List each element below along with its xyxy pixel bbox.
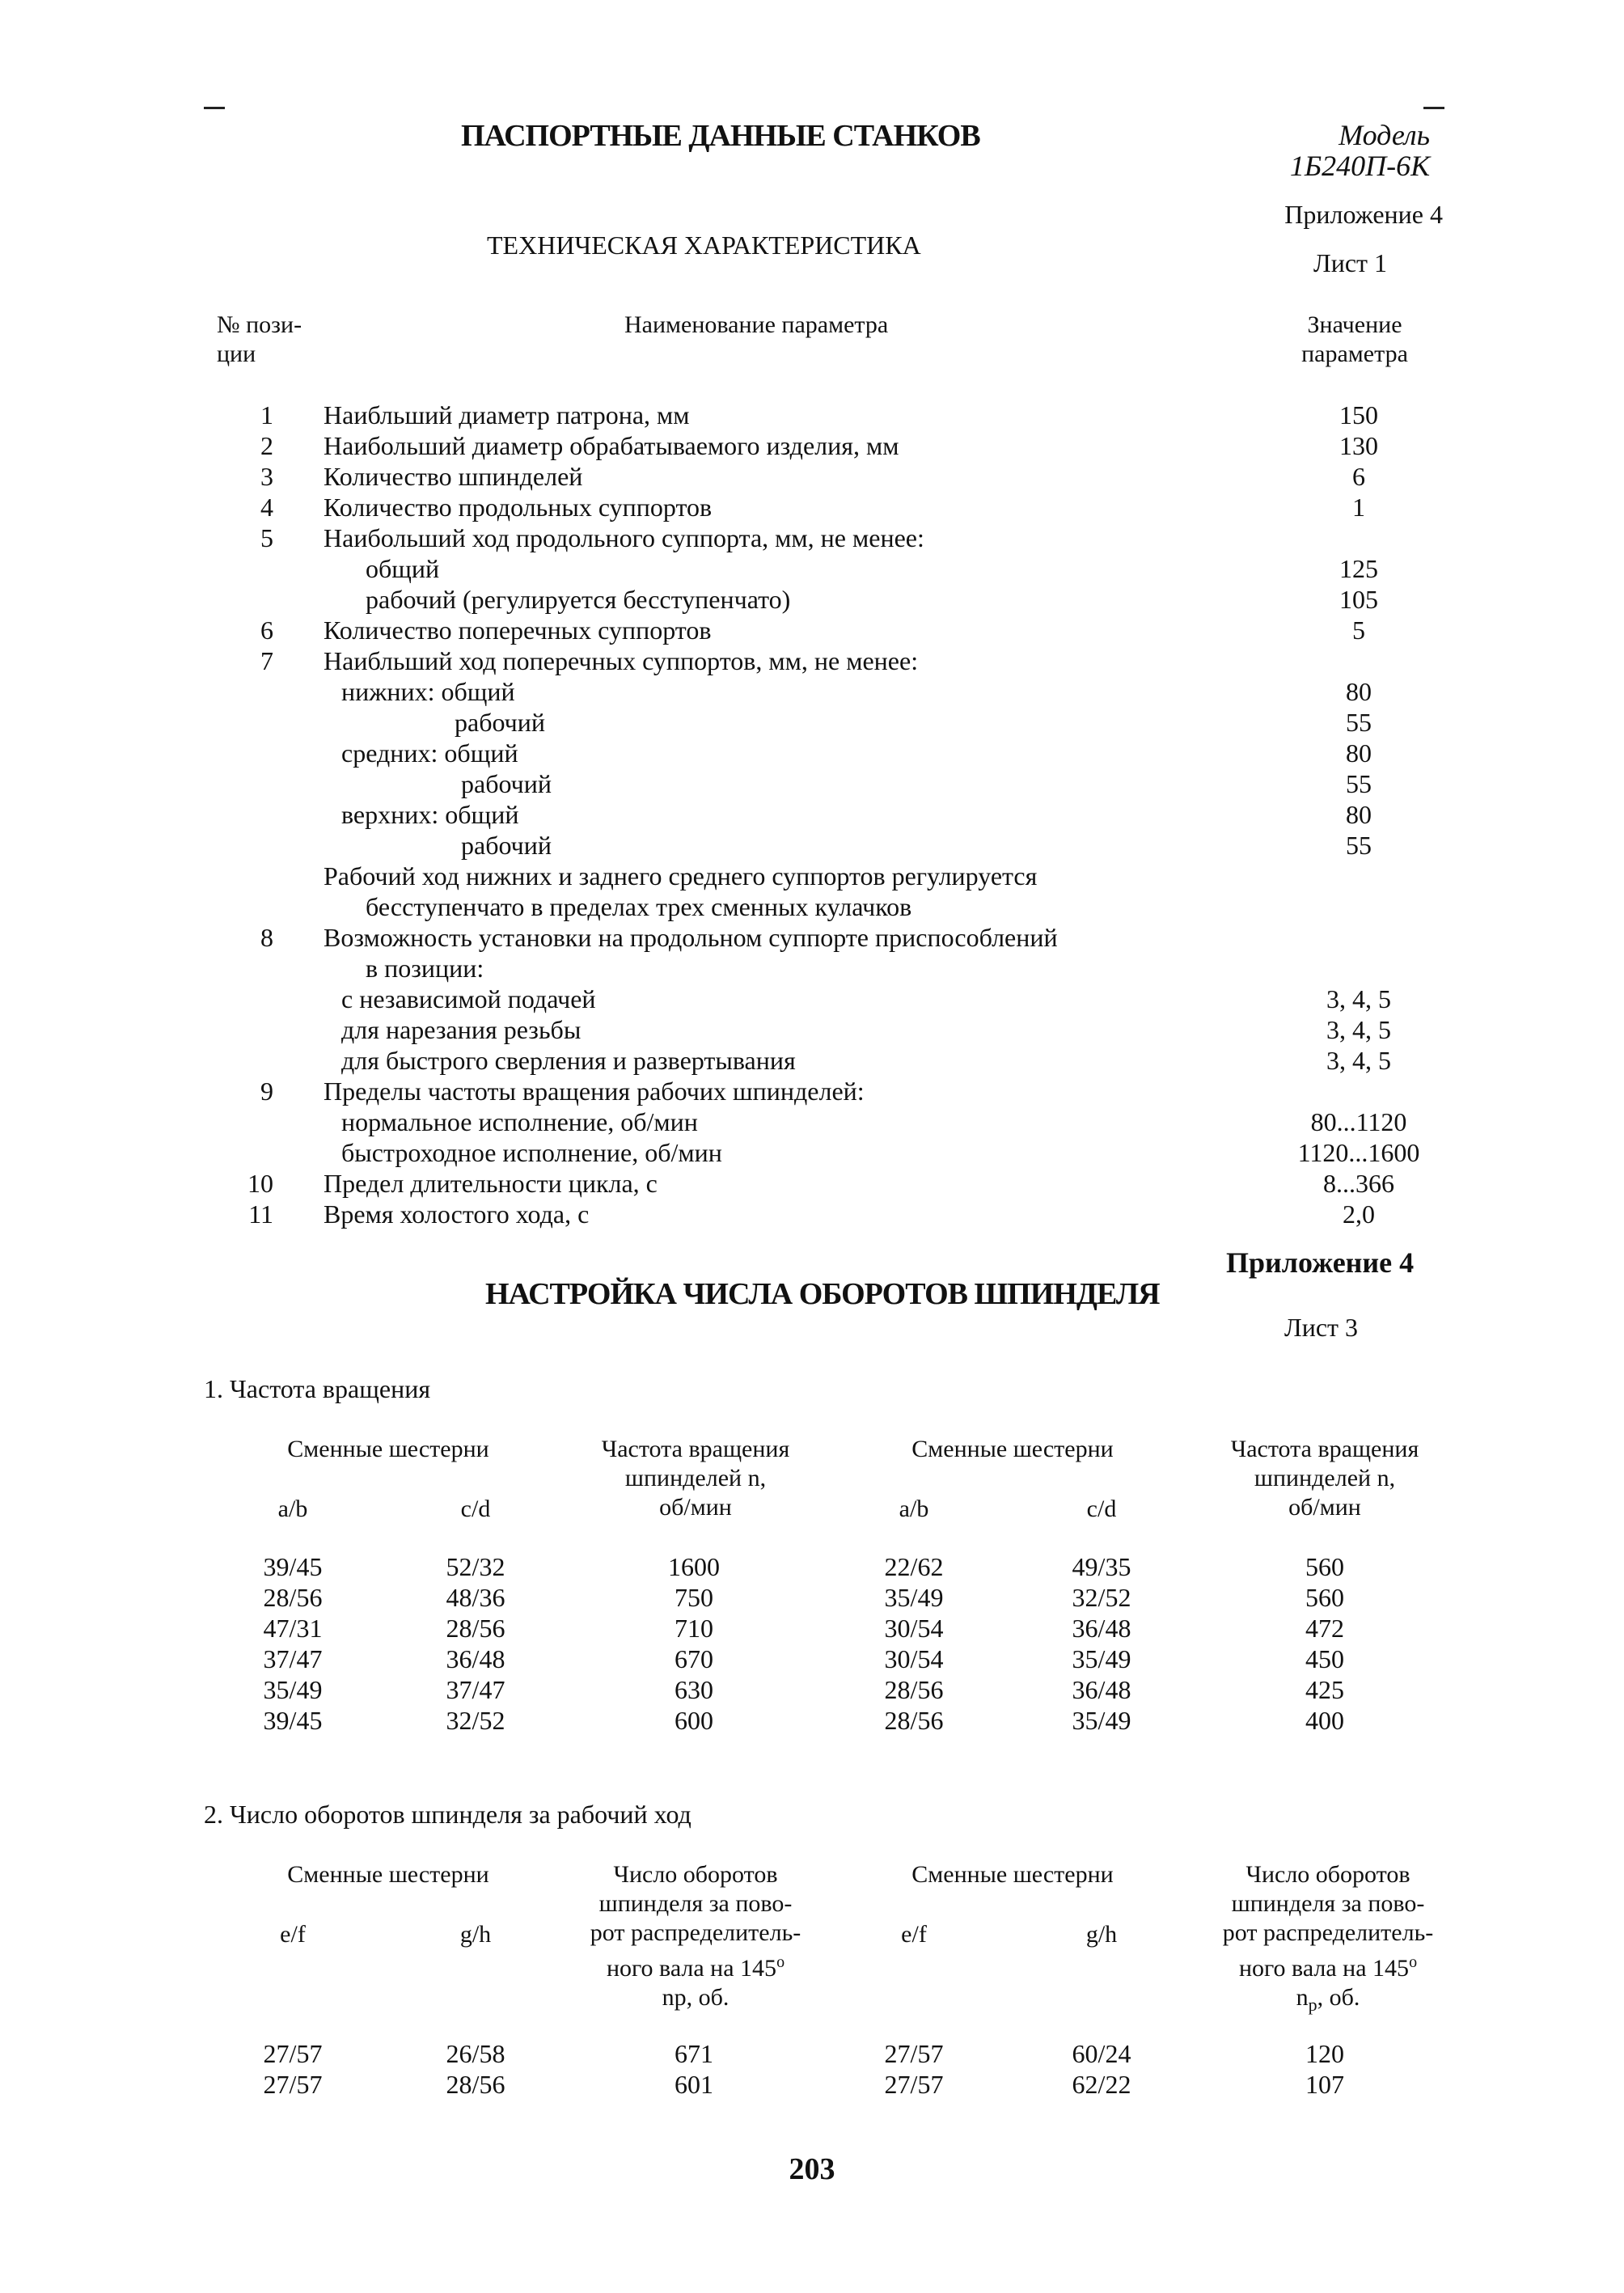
freq-gears-label-right: Сменные шестерни <box>911 1436 1114 1462</box>
spec-text: рабочий <box>461 769 552 798</box>
spec-text: Количество шпинделей <box>324 462 583 491</box>
rev-label-right-4-text: ного вала на 145 <box>1238 1955 1410 1982</box>
freq-label-left <box>566 1435 825 1522</box>
freq-cell: 28/56 <box>263 1583 323 1612</box>
freq-cell: 22/62 <box>884 1552 944 1581</box>
rev-label-left-5: np, об. <box>662 1984 730 2011</box>
rev-label-left-2: шпинделя за пово- <box>598 1890 793 1917</box>
spec-value: 105 <box>1339 585 1378 614</box>
freq-cell: 35/49 <box>1072 1644 1131 1673</box>
spec-value: 3, 4, 5 <box>1326 1046 1391 1075</box>
spec-value: 80 <box>1346 800 1372 829</box>
col-pos-line1: № пози- <box>217 311 302 338</box>
rev-cell: 107 <box>1305 2070 1344 2099</box>
rev-label-right-2: шпинделя за пово- <box>1231 1890 1425 1917</box>
freq-label-left-1: Частота вращения <box>601 1436 790 1462</box>
spec-row <box>0 615 1624 645</box>
col-gh-left: g/h <box>459 1921 492 1948</box>
freq-cell: 47/31 <box>263 1614 323 1643</box>
spec-text: Рабочий ход нижних и заднего среднего суппортов регулируется <box>324 861 1038 891</box>
spec-row <box>0 1137 1624 1168</box>
spec-num: 6 <box>260 616 273 645</box>
rev-label-left <box>558 1860 833 2012</box>
spec-value: 1 <box>1352 493 1365 522</box>
freq-cell: 400 <box>1305 1706 1344 1735</box>
freq-row <box>0 1582 1624 1613</box>
col-cd-right: c/d <box>1086 1496 1117 1522</box>
rev-cell: 27/57 <box>263 2039 323 2068</box>
rev-cell: 26/58 <box>446 2039 505 2068</box>
spec-text: Наибльший ход поперечных суппортов, мм, не менее: <box>324 646 919 675</box>
rev-np-sub: p <box>1308 1995 1317 2015</box>
section2-sheet: Лист 3 <box>1284 1313 1359 1342</box>
freq-heading: 1. Частота вращения <box>204 1374 431 1403</box>
freq-label-right-1: Частота вращения <box>1230 1436 1419 1462</box>
freq-cell: 39/45 <box>263 1706 323 1735</box>
spec-text: нижних: общий <box>341 677 515 706</box>
rev-label-right <box>1174 1860 1482 2020</box>
spec-text: с независимой подачей <box>341 984 596 1013</box>
spec-text: рабочий (регулируется бесступенчато) <box>366 585 791 614</box>
spec-num: 8 <box>260 923 273 952</box>
spec-value: 3, 4, 5 <box>1326 984 1391 1013</box>
freq-row <box>0 1613 1624 1644</box>
rev-cell: 62/22 <box>1072 2070 1131 2099</box>
spec-value: 1120...1600 <box>1297 1138 1420 1167</box>
freq-row <box>0 1674 1624 1705</box>
spec-value: 130 <box>1339 431 1378 460</box>
spec-row <box>0 1199 1624 1229</box>
freq-cell: 450 <box>1305 1644 1344 1673</box>
freq-cell: 39/45 <box>263 1552 323 1581</box>
freq-cell: 32/52 <box>1072 1583 1131 1612</box>
spec-row <box>0 922 1624 953</box>
spec-value: 8...366 <box>1323 1169 1394 1198</box>
spec-row <box>0 1045 1624 1076</box>
col-name-header: Наименование параметра <box>624 311 889 338</box>
rev-np-n: n <box>1296 1984 1309 2011</box>
col-pos-line2: ции <box>217 341 256 367</box>
freq-cell: 52/32 <box>446 1552 505 1581</box>
spec-row <box>0 584 1624 615</box>
spec-row <box>0 953 1624 984</box>
spec-value: 80 <box>1346 677 1372 706</box>
rev-cell: 120 <box>1305 2039 1344 2068</box>
rev-gears-label-left: Сменные шестерни <box>287 1861 489 1888</box>
spec-text: Наибольший диаметр обрабатываемого изделия, мм <box>324 431 899 460</box>
spec-text: Наибольший ход продольного суппорта, мм, не менее: <box>324 523 924 552</box>
spec-value: 5 <box>1352 616 1365 645</box>
freq-cell: 600 <box>675 1706 713 1735</box>
rev-cell: 27/57 <box>884 2039 944 2068</box>
freq-label-left-2: шпинделей n, <box>624 1465 767 1491</box>
spec-text: Количество поперечных суппортов <box>324 616 712 645</box>
spec-row <box>0 738 1624 768</box>
sheet-label: Лист 1 <box>1313 248 1388 277</box>
spec-row <box>0 1106 1624 1137</box>
freq-cell: 37/47 <box>263 1644 323 1673</box>
spec-text: Количество продольных суппортов <box>324 493 713 522</box>
freq-cell: 560 <box>1305 1583 1344 1612</box>
rev-row <box>0 2038 1624 2069</box>
spec-num: 7 <box>260 646 273 675</box>
page-number: 203 <box>789 2152 835 2186</box>
col-value-line1: Значение <box>1307 311 1402 338</box>
freq-cell: 32/52 <box>446 1706 505 1735</box>
spec-text: в позиции: <box>366 954 484 983</box>
rev-cell: 60/24 <box>1072 2039 1131 2068</box>
spec-num: 9 <box>260 1077 273 1106</box>
rev-row <box>0 2069 1624 2100</box>
freq-cell: 1600 <box>668 1552 720 1581</box>
freq-label-right-2: шпинделей n, <box>1254 1465 1396 1491</box>
freq-cell: 670 <box>675 1644 713 1673</box>
degree-mark: o <box>1409 1953 1418 1971</box>
spec-text: Возможность установки на продольном суппорте приспособлений <box>324 923 1058 952</box>
freq-row <box>0 1644 1624 1674</box>
freq-cell: 560 <box>1305 1552 1344 1581</box>
rev-cell: 27/57 <box>263 2070 323 2099</box>
col-pos-header <box>217 311 302 369</box>
spec-text: Время холостого хода, с <box>324 1199 590 1229</box>
freq-cell: 48/36 <box>446 1583 505 1612</box>
spec-num: 5 <box>260 523 273 552</box>
freq-cell: 28/56 <box>884 1706 944 1735</box>
col-value-line2: параметра <box>1301 341 1408 367</box>
spec-value: 55 <box>1346 769 1372 798</box>
spec-text: для нарезания резьбы <box>341 1015 582 1044</box>
rev-label-left-3: рот распределитель- <box>590 1919 801 1946</box>
page-title: ПАСПОРТНЫЕ ДАННЫЕ СТАНКОВ <box>461 119 980 153</box>
spec-num: 4 <box>260 493 273 522</box>
spec-num: 3 <box>260 462 273 491</box>
rev-label-right-4 <box>1174 1948 1482 1983</box>
freq-cell: 425 <box>1305 1675 1344 1704</box>
freq-cell: 750 <box>675 1583 713 1612</box>
spec-row <box>0 676 1624 707</box>
rev-label-left-4 <box>558 1948 833 1983</box>
spec-row <box>0 430 1624 461</box>
freq-row <box>0 1705 1624 1736</box>
rev-cell: 28/56 <box>446 2070 505 2099</box>
section2-title: НАСТРОЙКА ЧИСЛА ОБОРОТОВ ШПИНДЕЛЯ <box>485 1277 1160 1311</box>
rev-np-tail: , об. <box>1317 1984 1360 2011</box>
spec-text: быстроходное исполнение, об/мин <box>341 1138 722 1167</box>
col-ef-left: e/f <box>280 1921 306 1948</box>
corner-mark-left <box>204 107 225 109</box>
col-ef-right: e/f <box>901 1921 927 1948</box>
freq-cell: 37/47 <box>446 1675 505 1704</box>
rev-cell: 671 <box>675 2039 713 2068</box>
rev-label-right-3: рот распределитель- <box>1222 1919 1434 1946</box>
freq-cell: 28/56 <box>446 1614 505 1643</box>
spec-text: верхних: общий <box>341 800 519 829</box>
spec-value: 80 <box>1346 738 1372 768</box>
freq-cell: 35/49 <box>263 1675 323 1704</box>
freq-cell: 30/54 <box>884 1644 944 1673</box>
spec-value: 3, 4, 5 <box>1326 1015 1391 1044</box>
rev-label-left-1: Число оборотов <box>613 1861 778 1888</box>
rev-label-right-1: Число оборотов <box>1245 1861 1410 1888</box>
freq-label-left-3: об/мин <box>659 1494 732 1521</box>
spec-row <box>0 461 1624 492</box>
spec-text: бесступенчато в пределах трех сменных кулачков <box>366 892 912 921</box>
spec-row <box>0 522 1624 553</box>
spec-num: 1 <box>260 400 273 429</box>
spec-text: для быстрого сверления и развертывания <box>341 1046 796 1075</box>
freq-cell: 36/48 <box>1072 1675 1131 1704</box>
appendix-label: Приложение 4 <box>1284 200 1443 229</box>
col-gh-right: g/h <box>1085 1921 1118 1948</box>
spec-text: нормальное исполнение, об/мин <box>341 1107 698 1136</box>
freq-cell: 28/56 <box>884 1675 944 1704</box>
freq-cell: 472 <box>1305 1614 1344 1643</box>
col-ab-left: a/b <box>277 1496 308 1522</box>
spec-row <box>0 400 1624 430</box>
freq-cell: 36/48 <box>446 1644 505 1673</box>
rev-gears-label-right: Сменные шестерни <box>911 1861 1114 1888</box>
spec-row <box>0 768 1624 799</box>
spec-row <box>0 861 1624 891</box>
spec-row <box>0 645 1624 676</box>
spec-num: 10 <box>247 1169 273 1198</box>
spec-num: 11 <box>248 1199 273 1229</box>
spec-row <box>0 984 1624 1014</box>
freq-cell: 36/48 <box>1072 1614 1131 1643</box>
spec-row <box>0 492 1624 522</box>
model-value: 1Б240П-6К <box>1289 150 1430 182</box>
spec-row <box>0 830 1624 861</box>
freq-label-right <box>1187 1435 1462 1522</box>
spec-text: общий <box>366 554 440 583</box>
spec-row <box>0 1168 1624 1199</box>
spec-row <box>0 553 1624 584</box>
freq-label-right-3: об/мин <box>1288 1494 1361 1521</box>
freq-cell: 35/49 <box>1072 1706 1131 1735</box>
spec-text: Наибльший диаметр патрона, мм <box>324 400 690 429</box>
spec-value: 125 <box>1339 554 1378 583</box>
spec-value: 150 <box>1339 400 1378 429</box>
freq-cell: 35/49 <box>884 1583 944 1612</box>
rev-label-right-5 <box>1174 1983 1482 2020</box>
freq-cell: 49/35 <box>1072 1552 1131 1581</box>
freq-gears-label-left: Сменные шестерни <box>287 1436 489 1462</box>
section2-appendix: Приложение 4 <box>1226 1246 1415 1279</box>
spec-row <box>0 707 1624 738</box>
spec-value: 55 <box>1346 708 1372 737</box>
spec-value: 80...1120 <box>1310 1107 1407 1136</box>
spec-text: рабочий <box>461 831 552 860</box>
spec-value: 55 <box>1346 831 1372 860</box>
rev-cell: 27/57 <box>884 2070 944 2099</box>
freq-row <box>0 1551 1624 1582</box>
col-cd-left: c/d <box>460 1496 491 1522</box>
freq-cell: 710 <box>675 1614 713 1643</box>
spec-text: рабочий <box>455 708 545 737</box>
spec-text: Предел длительности цикла, с <box>324 1169 658 1198</box>
model-label: Модель <box>1339 119 1430 151</box>
spec-text: средних: общий <box>341 738 518 768</box>
spec-value: 6 <box>1352 462 1365 491</box>
spec-value: 2,0 <box>1343 1199 1375 1229</box>
col-ab-right: a/b <box>899 1496 929 1522</box>
spec-row <box>0 1014 1624 1045</box>
spec-row <box>0 891 1624 922</box>
rev-cell: 601 <box>675 2070 713 2099</box>
spec-num: 2 <box>260 431 273 460</box>
spec-row <box>0 799 1624 830</box>
corner-mark-right <box>1423 107 1444 109</box>
rev-label-left-4-text: ного вала на 145 <box>606 1955 777 1982</box>
freq-cell: 30/54 <box>884 1614 944 1643</box>
freq-cell: 630 <box>675 1675 713 1704</box>
spec-row <box>0 1076 1624 1106</box>
spec-text: Пределы частоты вращения рабочих шпинделей: <box>324 1077 865 1106</box>
tech-spec-subtitle: ТЕХНИЧЕСКАЯ ХАРАКТЕРИСТИКА <box>487 231 921 260</box>
col-value-header <box>1262 311 1448 369</box>
degree-mark: o <box>776 1953 785 1971</box>
rev-heading: 2. Число оборотов шпинделя за рабочий ход <box>204 1800 691 1829</box>
